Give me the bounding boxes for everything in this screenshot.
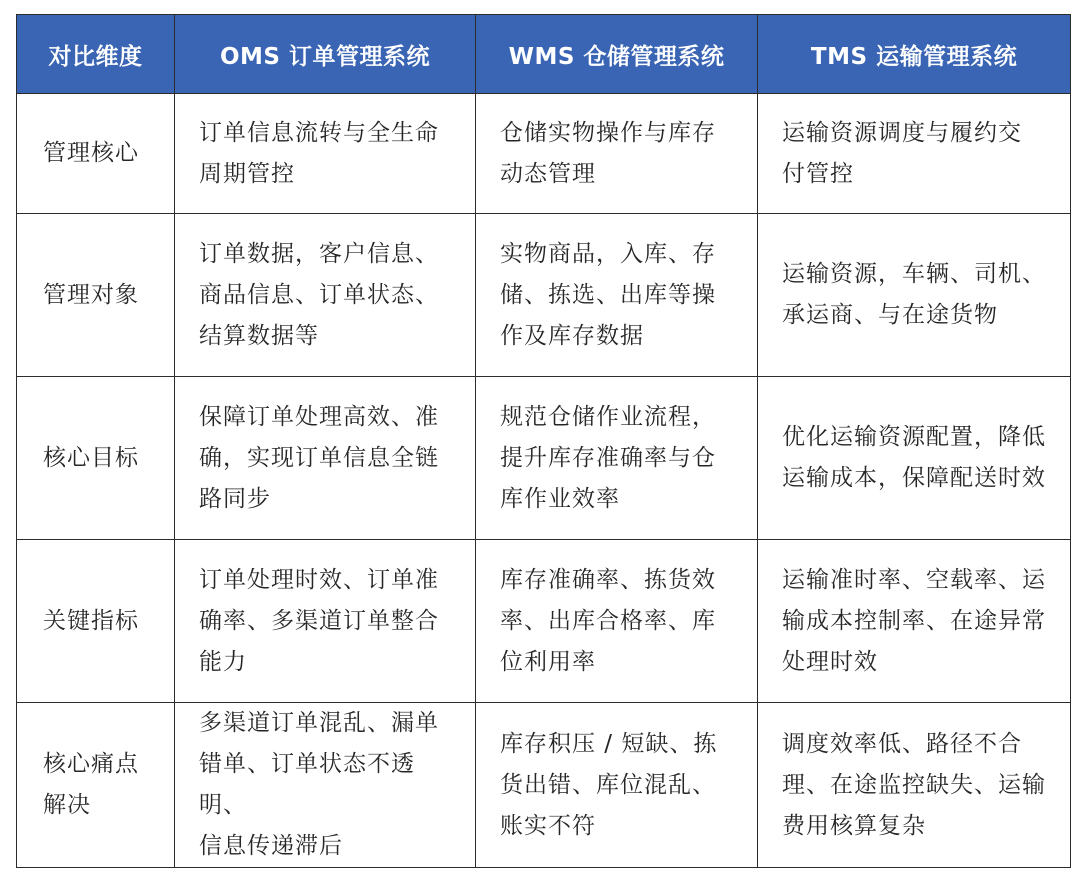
oms-cell-text: 订单处理时效、订单准 确率、多渠道订单整合 能力	[199, 566, 439, 675]
wms-cell	[476, 703, 758, 868]
row-dimension-cell	[17, 214, 175, 377]
header-dimension: 对比维度	[17, 15, 175, 94]
header-wms: WMS 仓储管理系统	[476, 15, 758, 94]
tms-cell	[758, 94, 1071, 214]
oms-cell-text: 订单信息流转与全生命 周期管控	[199, 119, 439, 187]
row-dimension-label: 关键指标	[43, 607, 139, 634]
header-row	[17, 15, 1071, 94]
row-dimension-cell	[17, 377, 175, 540]
oms-cell	[175, 540, 476, 703]
row-dimension-label: 核心目标	[43, 444, 139, 471]
tms-cell-text: 运输准时率、空载率、运 输成本控制率、在途异常 处理时效	[782, 566, 1046, 675]
wms-cell	[476, 540, 758, 703]
oms-cell	[175, 377, 476, 540]
wms-cell	[476, 214, 758, 377]
oms-cell	[175, 214, 476, 377]
wms-cell-text: 库存准确率、拣货效 率、出库合格率、库 位利用率	[500, 566, 716, 675]
comparison-table-container	[16, 14, 1070, 868]
wms-cell	[476, 94, 758, 214]
oms-cell-text: 多渠道订单混乱、漏单 错单、订单状态不透明、 信息传递滞后	[199, 710, 439, 859]
wms-cell-text: 仓储实物操作与库存 动态管理	[500, 119, 716, 187]
tms-cell	[758, 540, 1071, 703]
table-row	[17, 377, 1071, 540]
row-dimension-cell	[17, 94, 175, 214]
row-dimension-cell	[17, 703, 175, 868]
oms-cell	[175, 94, 476, 214]
table-row	[17, 214, 1071, 377]
oms-cell	[175, 703, 476, 868]
row-dimension-cell	[17, 540, 175, 703]
header-oms: OMS 订单管理系统	[175, 15, 476, 94]
header-tms: TMS 运输管理系统	[758, 15, 1071, 94]
wms-cell-text: 实物商品，入库、存 储、拣选、出库等操 作及库存数据	[500, 240, 716, 349]
tms-cell-text: 优化运输资源配置，降低 运输成本，保障配送时效	[782, 424, 1046, 491]
oms-cell-text: 保障订单处理高效、准 确，实现订单信息全链 路同步	[199, 403, 439, 512]
row-dimension-label: 管理对象	[43, 281, 139, 308]
tms-cell-text: 运输资源调度与履约交 付管控	[782, 119, 1022, 187]
table-body	[17, 94, 1071, 868]
tms-cell	[758, 703, 1071, 868]
tms-cell	[758, 214, 1071, 377]
wms-cell	[476, 377, 758, 540]
tms-cell-text: 运输资源，车辆、司机、 承运商、与在途货物	[782, 261, 1046, 328]
row-dimension-label: 核心痛点 解决	[43, 751, 139, 818]
tms-cell	[758, 377, 1071, 540]
table-header	[17, 15, 1071, 94]
table-row	[17, 703, 1071, 868]
tms-cell-text: 调度效率低、路径不合 理、在途监控缺失、运输 费用核算复杂	[782, 730, 1046, 839]
table-row	[17, 94, 1071, 214]
oms-cell-text: 订单数据，客户信息、 商品信息、订单状态、 结算数据等	[199, 240, 439, 349]
row-dimension-label: 管理核心	[43, 140, 139, 166]
comparison-table	[16, 14, 1071, 868]
table-row	[17, 540, 1071, 703]
wms-cell-text: 规范仓储作业流程， 提升库存准确率与仓 库作业效率	[500, 403, 716, 512]
wms-cell-text: 库存积压 / 短缺、拣 货出错、库位混乱、 账实不符	[500, 730, 718, 839]
